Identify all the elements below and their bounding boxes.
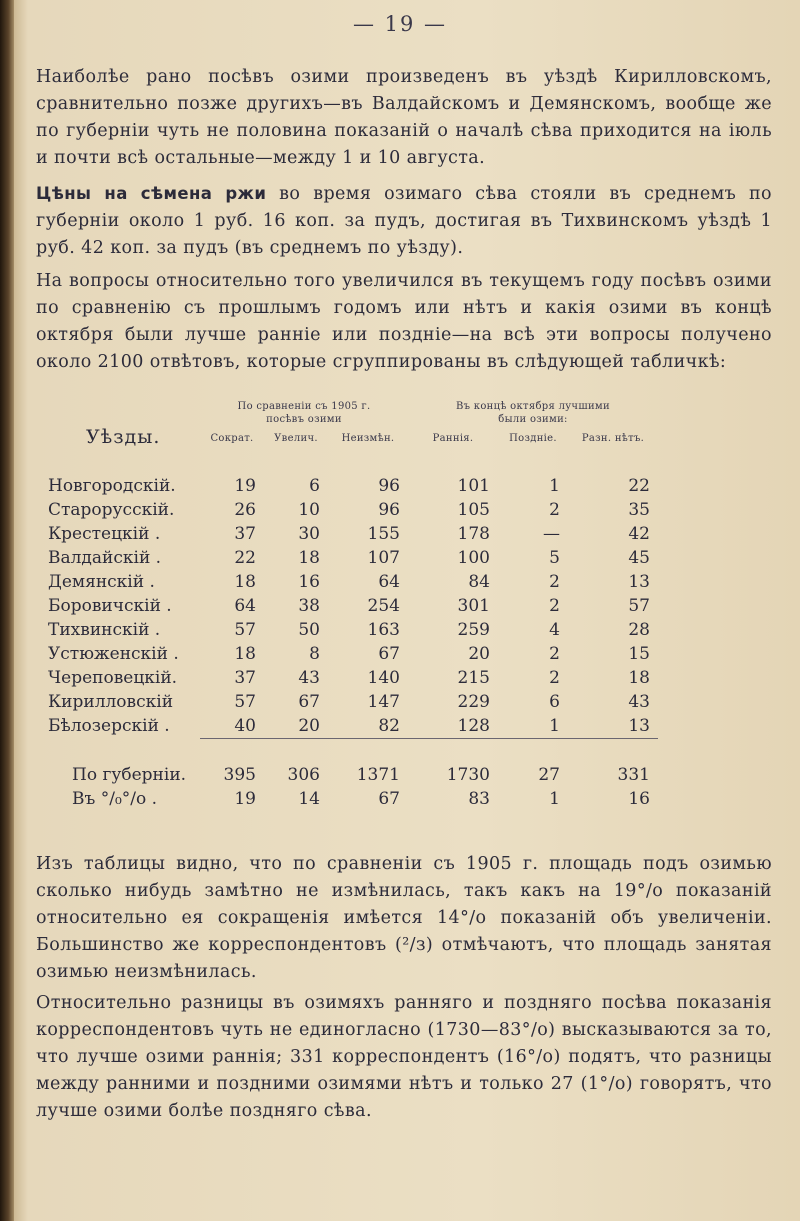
table-cell: 18 (298, 548, 320, 568)
table-cell: 5 (549, 548, 560, 568)
column-header: Разн. нѣтъ. (581, 432, 645, 444)
paragraph-seed-prices (36, 180, 772, 262)
table-row (48, 666, 658, 690)
table-cell: 37 (234, 668, 256, 688)
table-row (48, 618, 658, 642)
row-label: Въ °/₀°/о . (72, 789, 158, 809)
table-cell: 22 (234, 548, 256, 568)
table-cell: 215 (457, 668, 490, 688)
table-cell: 20 (298, 716, 320, 736)
table-cell: 67 (378, 644, 400, 664)
table-cell: 259 (457, 620, 490, 640)
paragraph-table-conclusion (36, 851, 772, 986)
book-spine (0, 0, 14, 1221)
table-cell: — (543, 524, 560, 544)
table-cell: 35 (628, 500, 650, 520)
table-cell: 8 (309, 644, 320, 664)
table-row (48, 642, 658, 666)
group-header-comparison: По сравненіи съ 1905 г. посѣвъ озими (237, 401, 371, 425)
table-cell: 2 (549, 500, 560, 520)
column-header: Увелич. (274, 432, 318, 444)
table-body (48, 474, 658, 739)
table-cell: 128 (457, 716, 490, 736)
table-cell: 18 (234, 572, 256, 592)
paragraph-text: Относительно разницы въ озимяхъ ранняго и поздняго посѣва показанія корреспондентовъ чуть не единогласно (1730—83°/о) высказываются за то, что лучше озими раннія; 331 корреспондентъ (16°/о) подятъ, что разницы между ранними и поздними озимями нѣтъ и только 27 (1°/о) говорятъ, что лучше озими болѣе поздняго сѣва. (36, 993, 772, 1121)
district-name: Демянскій . (48, 572, 155, 592)
column-header: Сократ. (210, 432, 254, 444)
table-row-percent (48, 787, 658, 811)
table-cell: 64 (378, 572, 400, 592)
table-cell: 43 (628, 692, 650, 712)
table-cell: 57 (234, 620, 256, 640)
table-cell: 67 (298, 692, 320, 712)
table-cell: 306 (287, 765, 320, 785)
table-cell: 20 (468, 644, 490, 664)
table-cell: 82 (378, 716, 400, 736)
table-row (48, 546, 658, 570)
paragraph-questions (36, 268, 772, 376)
winter-crops-table (48, 400, 658, 811)
table-cell: 18 (234, 644, 256, 664)
table-cell: 42 (628, 524, 650, 544)
table-cell: 83 (468, 789, 490, 809)
page-number: — 19 — (352, 12, 448, 36)
table-cell: 16 (628, 789, 650, 809)
table-cell: 254 (367, 596, 400, 616)
table-cell: 10 (298, 500, 320, 520)
table-cell: 229 (457, 692, 490, 712)
district-name: Тихвинскій . (48, 620, 161, 640)
table-cell: 395 (223, 765, 256, 785)
table-cell: 178 (457, 524, 490, 544)
district-name: Валдайскій . (48, 548, 162, 568)
table-cell: 6 (549, 692, 560, 712)
column-header: Поздніе. (509, 432, 557, 444)
district-name: Устюженскій . (48, 644, 179, 664)
table-cell: 45 (628, 548, 650, 568)
table-cell: 101 (457, 476, 490, 496)
district-name: Боровичскій . (48, 596, 172, 616)
table-cell: 30 (298, 524, 320, 544)
table-cell: 2 (549, 596, 560, 616)
table-cell: 43 (298, 668, 320, 688)
table-cell: 6 (309, 476, 320, 496)
table-cell: 96 (378, 500, 400, 520)
table-row (48, 522, 658, 546)
table-cell: 105 (457, 500, 490, 520)
column-header: Раннія. (432, 432, 474, 444)
table-cell: 163 (367, 620, 400, 640)
table-cell: 1 (549, 476, 560, 496)
row-label: По губерніи. (72, 765, 187, 785)
table-row (48, 474, 658, 498)
districts-column-header: Уѣзды. (86, 426, 161, 448)
table-cell: 16 (298, 572, 320, 592)
table-cell: 13 (628, 572, 650, 592)
table-row (48, 570, 658, 594)
table-cell: 27 (538, 765, 560, 785)
table-cell: 18 (628, 668, 650, 688)
seed-prices-heading: Цѣны на сѣмена ржи (36, 184, 267, 203)
district-name: Старорусскій. (48, 500, 175, 520)
paragraph-early-late (36, 990, 772, 1125)
table-cell: 1730 (446, 765, 490, 785)
table-cell: 1371 (356, 765, 400, 785)
table-cell: 1 (549, 716, 560, 736)
district-name: Кирилловскій (48, 692, 174, 712)
table-cell: 40 (234, 716, 256, 736)
paragraph-text: Изъ таблицы видно, что по сравненіи съ 1905 г. площадь подъ озимью сколько нибудь замѣтно не измѣнилась, такъ какъ на 19°/о показаній относительно ея сокращенія имѣется 14°/о показаній объ увеличеніи. Большинство же корреспондентовъ (²/з) отмѣчаютъ, что площадь занятая озимью неизмѣнилась. (36, 854, 772, 982)
district-name: Крестецкій . (48, 524, 161, 544)
table-cell: 4 (549, 620, 560, 640)
table-cell: 19 (234, 789, 256, 809)
table-cell: 1 (549, 789, 560, 809)
table-cell: 96 (378, 476, 400, 496)
table-cell: 67 (378, 789, 400, 809)
table-cell: 28 (628, 620, 650, 640)
table-cell: 13 (628, 716, 650, 736)
column-header: Неизмѣн. (341, 432, 395, 444)
district-name: Бѣлозерскій . (48, 716, 170, 737)
table-cell: 38 (298, 596, 320, 616)
table-row (48, 690, 658, 714)
table-cell: 19 (234, 476, 256, 496)
table-cell: 2 (549, 668, 560, 688)
table-cell: 331 (617, 765, 650, 785)
table-cell: 15 (628, 644, 650, 664)
district-name: Новгородскій. (48, 476, 176, 496)
table-cell: 2 (549, 572, 560, 592)
district-name: Череповецкій. (48, 668, 178, 688)
table-cell: 37 (234, 524, 256, 544)
table-cell: 50 (298, 620, 320, 640)
table-cell: 155 (367, 524, 400, 544)
table-cell: 107 (367, 548, 400, 568)
table-cell: 14 (298, 789, 320, 809)
table-cell: 84 (468, 572, 490, 592)
table-cell: 26 (234, 500, 256, 520)
group-header-october: Въ концѣ октября лучшими были озими: (456, 401, 610, 425)
table-cell: 147 (367, 692, 400, 712)
paragraph-text: На вопросы относительно того увеличился въ текущемъ году посѣвъ озими по сравненію съ прошлымъ годомъ или нѣтъ и какія озими въ концѣ октября были лучше ранніе или поздніе—на всѣ эти вопросы получено около 2100 отвѣтовъ, которые сгруппированы въ слѣдующей табличкѣ: (36, 271, 772, 372)
table-cell: 64 (234, 596, 256, 616)
table-cell: 22 (628, 476, 650, 496)
table-row-total (48, 763, 658, 787)
table-row (48, 498, 658, 522)
paragraph-sowing-time (36, 64, 772, 172)
table-row (48, 714, 658, 739)
table-cell: 57 (628, 596, 650, 616)
table-cell: 2 (549, 644, 560, 664)
table-cell: 57 (234, 692, 256, 712)
table-cell: 301 (457, 596, 490, 616)
table-cell: 100 (457, 548, 490, 568)
table-cell: 140 (367, 668, 400, 688)
paragraph-text: Наиболѣе рано посѣвъ озими произведенъ въ уѣздѣ Кирилловскомъ, сравнительно позже другихъ—въ Валдайскомъ и Демянскомъ, вообще же по губерніи чуть не половина показаній о началѣ сѣва приходится на іюль и почти всѣ остальные—между 1 и 10 августа. (36, 67, 772, 168)
paragraph-text: во время озимаго сѣва стояли въ среднемъ по губерніи около 1 руб. 16 коп. за пудъ, достигая въ Тихвинскомъ уѣздѣ 1 руб. 42 коп. за пудъ (въ среднемъ по уѣзду). (36, 184, 772, 258)
table-row (48, 594, 658, 618)
